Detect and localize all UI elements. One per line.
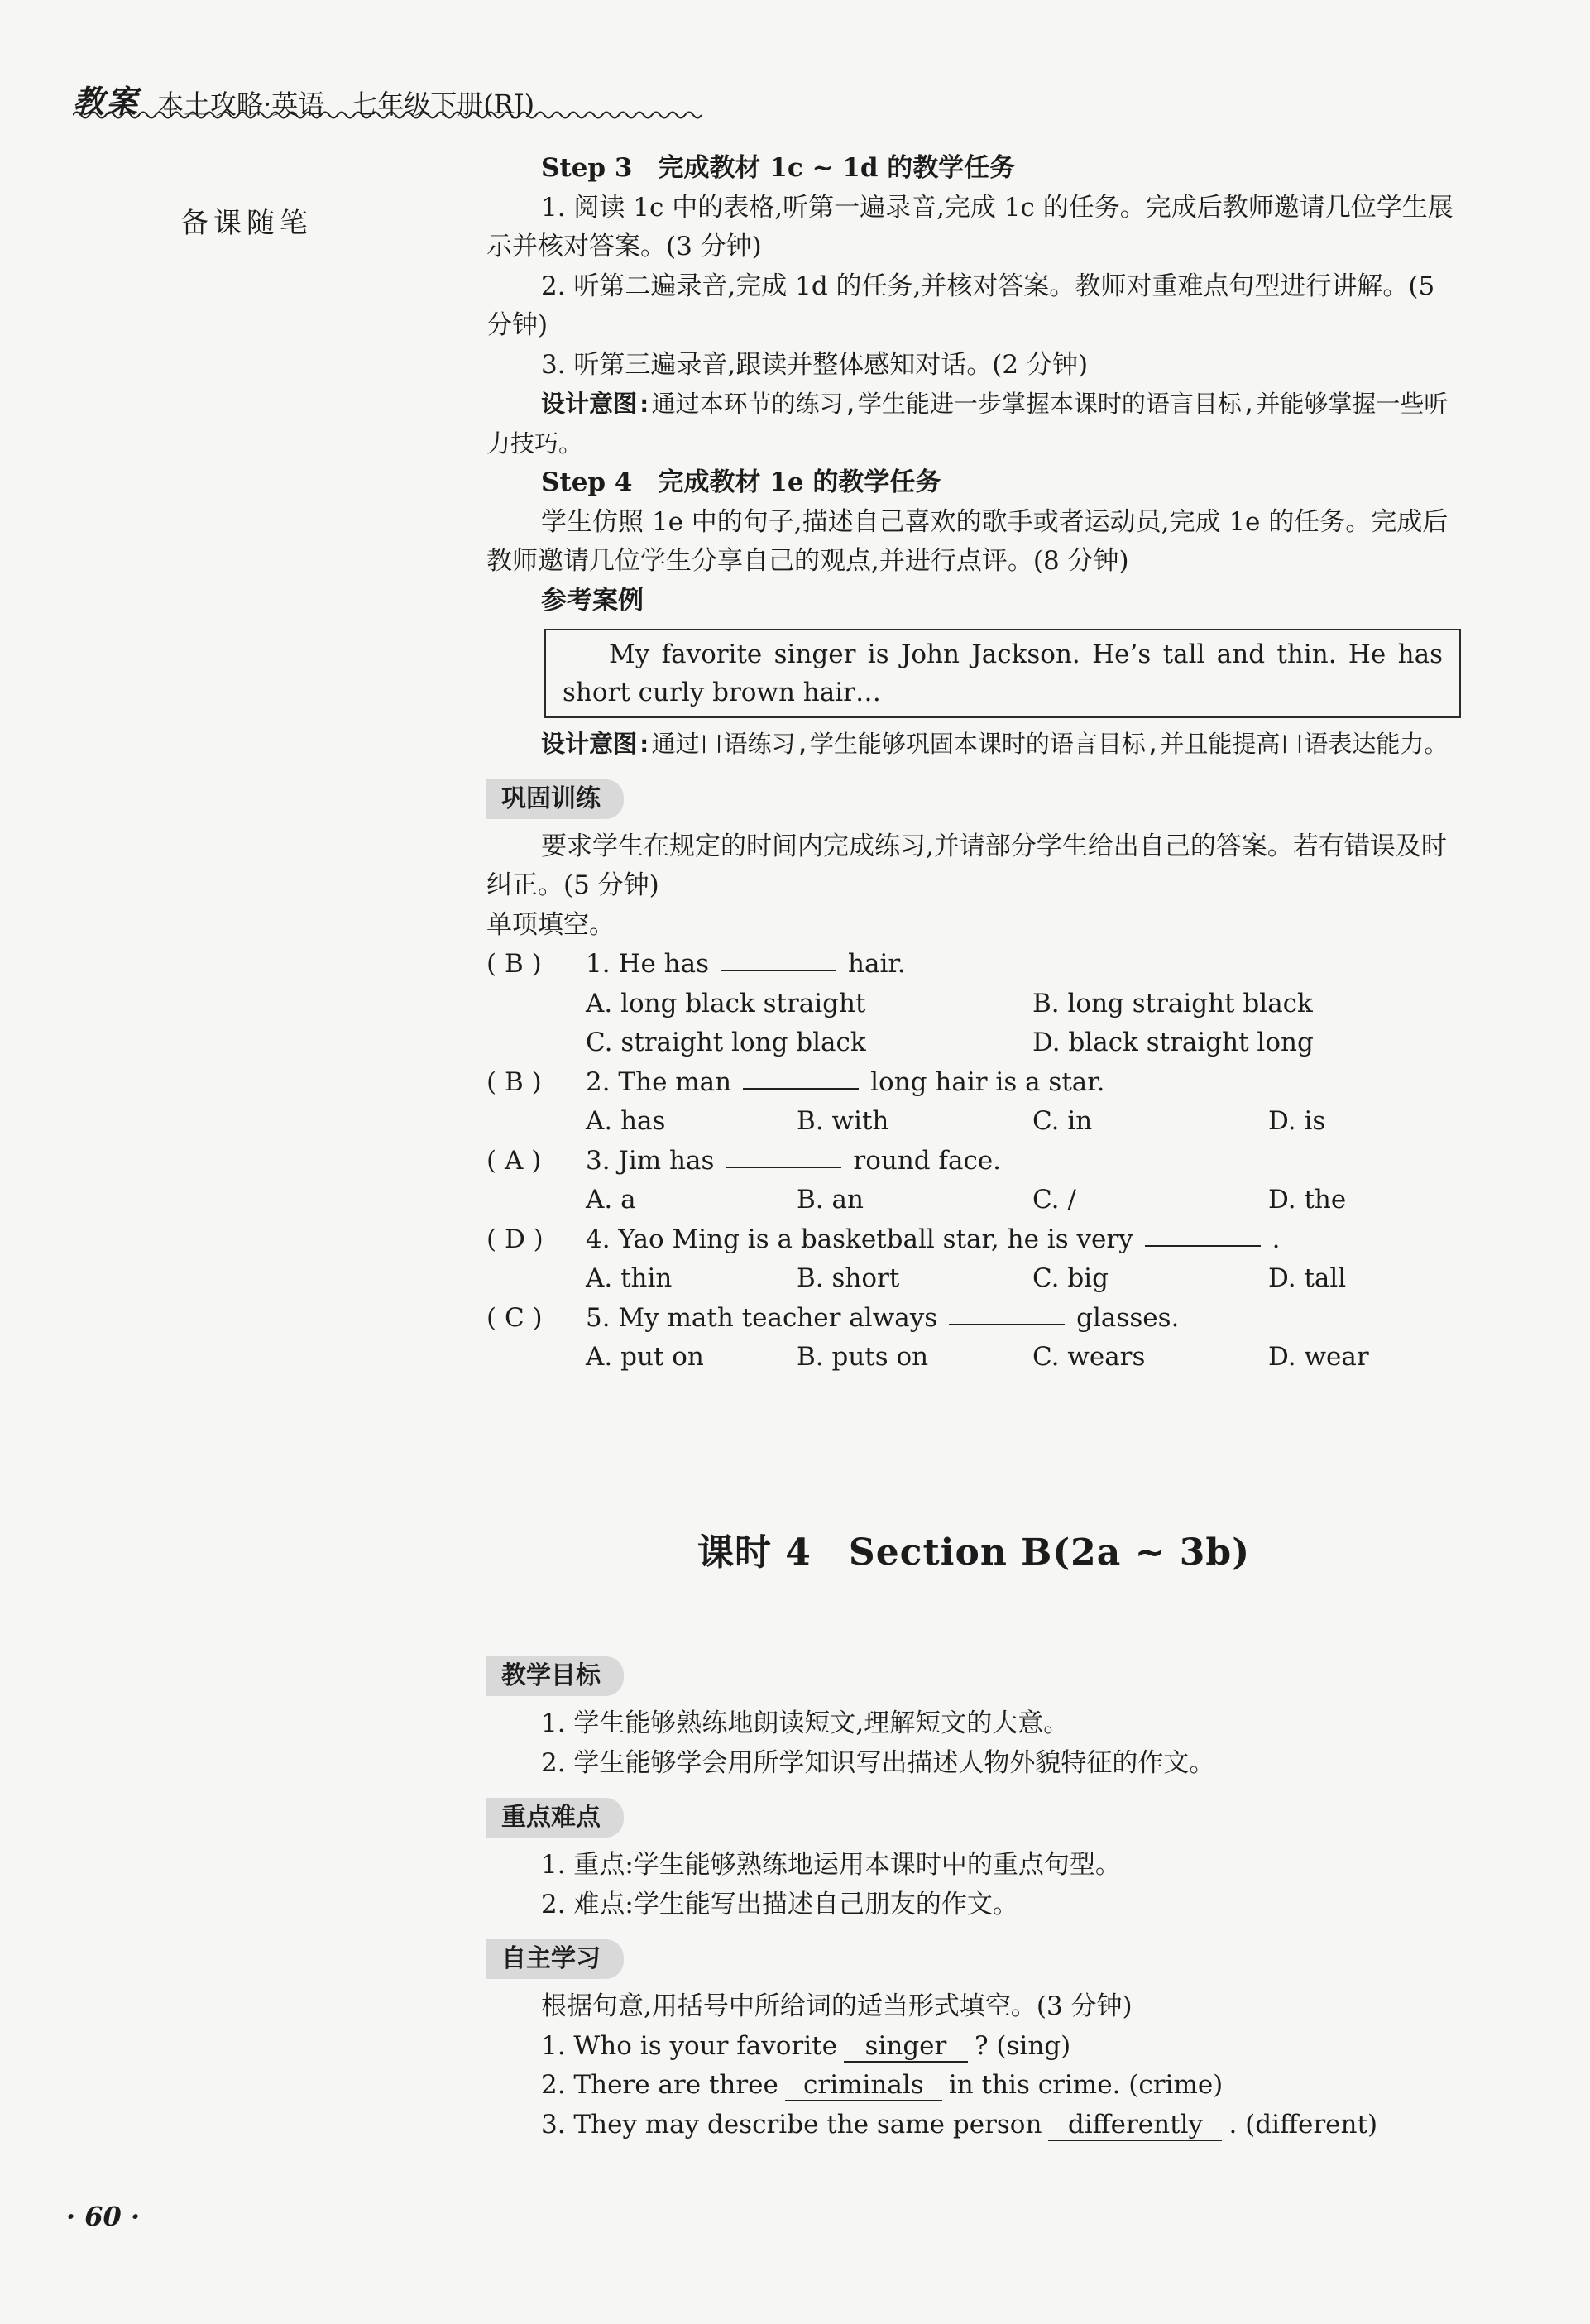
example-text: My favorite singer is John Jackson. He’s tall and thin. He has short curly brown hair… (563, 640, 1443, 707)
option: A. a (586, 1185, 636, 1215)
step3-item: 3. 听第三遍录音,跟读并整体感知对话。(2 分钟) (541, 349, 1089, 380)
question (486, 1142, 1461, 1181)
question (486, 1220, 1461, 1260)
question-stem-post: hair. (848, 949, 906, 979)
question-stem-pre: 3. Jim has (586, 1145, 715, 1176)
question-answer: ( B ) (486, 949, 542, 979)
option: B. long straight black (1032, 988, 1313, 1018)
option: D. the (1268, 1185, 1347, 1215)
option: D. tall (1268, 1263, 1347, 1293)
filled-answer: singer (844, 2031, 968, 2063)
option: A. long black straight (586, 988, 866, 1018)
step4-title: Step 4 完成教材 1e 的教学任务 (541, 467, 941, 497)
question-stem-post: . (1272, 1224, 1281, 1254)
lesson-title: 课时 4 Section B(2a ~ 3b) (697, 1531, 1251, 1574)
step3-item: 2. 听第二遍录音,完成 1d 的任务,并核对答案。教师对重难点句型进行讲解。(5 分钟) (486, 271, 1435, 340)
self-study-tag: 自主学习 (486, 1939, 624, 1979)
question-stem-post: glasses. (1076, 1302, 1180, 1333)
design-intent-label: 设计意图: (541, 730, 652, 758)
fill-blank-pre: 2. There are three (541, 2070, 778, 2100)
question-options (486, 985, 1461, 1063)
step3-title: Step 3 完成教材 1c ~ 1d 的教学任务 (541, 153, 1016, 183)
objective-item: 1. 学生能够熟练地朗读短文,理解短文的大意。 (541, 1708, 1070, 1738)
key-point-item: 1. 重点:学生能够熟练地运用本课时中的重点句型。 (541, 1850, 1121, 1880)
consolidation-tag: 巩固训练 (486, 779, 624, 819)
question (486, 1299, 1461, 1339)
fill-blank-item (486, 2066, 1461, 2106)
question-answer: ( D ) (486, 1224, 544, 1254)
fill-blank-pre: 3. They may describe the same person (541, 2109, 1042, 2140)
fill-blank-post: . (different) (1228, 2109, 1378, 2140)
side-note: 备课随笔 (180, 207, 313, 240)
answer-blank (1145, 1220, 1261, 1247)
question-stem-post: long hair is a star. (870, 1066, 1105, 1097)
question (486, 945, 1461, 985)
question-stem-pre: 4. Yao Ming is a basketball star, he is very (586, 1224, 1133, 1254)
option: D. black straight long (1032, 1028, 1314, 1057)
question-type: 单项填空。 (486, 909, 615, 940)
option: B. short (797, 1263, 900, 1293)
question-options (486, 1181, 1461, 1220)
option: C. / (1032, 1185, 1076, 1215)
step4-text: 学生仿照 1e 中的句子,描述自己喜欢的歌手或者运动员,完成 1e 的任务。完成后教师邀请几位学生分享自己的观点,并进行点评。(8 分钟) (486, 506, 1449, 576)
option: A. thin (586, 1263, 673, 1293)
design-intent-text: 通过本环节的练习,学生能进一步掌握本课时的语言目标,并能够掌握一些听力技巧。 (486, 390, 1449, 458)
page-number: · 60 · (66, 2201, 141, 2232)
step4-design-intent (486, 725, 1461, 764)
answer-blank (949, 1299, 1065, 1325)
step3-design-intent (486, 385, 1461, 463)
answer-blank (726, 1142, 841, 1168)
answer-blank (743, 1063, 859, 1090)
consolidation-intro: 要求学生在规定的时间内完成练习,并请部分学生给出自己的答案。若有错误及时纠正。(5 分钟) (486, 831, 1447, 900)
key-points-tag: 重点难点 (486, 1798, 624, 1838)
filled-answer: differently (1048, 2110, 1222, 2141)
question-stem-pre: 1. He has (586, 949, 710, 979)
header-subtitle: 本土攻略·英语 七年级下册(RJ) (157, 89, 535, 120)
filled-answer: criminals (785, 2070, 942, 2101)
option: D. is (1268, 1106, 1326, 1136)
lesson-content (486, 1656, 1461, 2144)
question-options (486, 1338, 1461, 1378)
option: C. big (1032, 1263, 1109, 1293)
example-label: 参考案例 (541, 585, 644, 616)
design-intent-label: 设计意图: (541, 390, 652, 418)
option: B. puts on (797, 1342, 929, 1372)
question-options (486, 1259, 1461, 1299)
objectives-tag: 教学目标 (486, 1656, 624, 1696)
self-study-intro: 根据句意,用括号中所给词的适当形式填空。(3 分钟) (541, 1991, 1133, 2021)
question-stem-pre: 5. My math teacher always (586, 1302, 938, 1333)
fill-blank-pre: 1. Who is your favorite (541, 2030, 837, 2061)
option: A. put on (586, 1342, 704, 1372)
question-stem-pre: 2. The man (586, 1066, 732, 1097)
fill-blank-item (486, 2027, 1461, 2067)
answer-blank (721, 945, 836, 971)
objective-item: 2. 学生能够学会用所学知识写出描述人物外貌特征的作文。 (541, 1747, 1215, 1778)
option: D. wear (1268, 1342, 1369, 1372)
main-content (486, 149, 1461, 1378)
design-intent-text: 通过口语练习,学生能够巩固本课时的语言目标,并且能提高口语表达能力。 (651, 730, 1449, 758)
option: B. an (797, 1185, 864, 1215)
header-wavy-underline (73, 109, 702, 121)
option: C. wears (1032, 1342, 1146, 1372)
fill-blank-post: ? (sing) (974, 2030, 1071, 2061)
fill-blank-item (486, 2106, 1461, 2145)
step3-item: 1. 阅读 1c 中的表格,听第一遍录音,完成 1c 的任务。完成后教师邀请几位学生展示并核对答案。(3 分钟) (486, 192, 1454, 261)
question-answer: ( C ) (486, 1302, 543, 1333)
question-stem-post: round face. (853, 1145, 1002, 1176)
key-point-item: 2. 难点:学生能写出描述自己朋友的作文。 (541, 1889, 1018, 1919)
question-options (486, 1102, 1461, 1142)
header-logo: 教案 (73, 84, 140, 120)
question (486, 1063, 1461, 1103)
option: A. has (586, 1106, 666, 1136)
example-box (544, 629, 1461, 718)
option: B. with (797, 1106, 889, 1136)
option: C. in (1032, 1106, 1093, 1136)
fill-blank-post: in this crime. (crime) (948, 2070, 1224, 2100)
question-answer: ( A ) (486, 1145, 542, 1176)
question-answer: ( B ) (486, 1066, 542, 1097)
option: C. straight long black (586, 1028, 866, 1057)
